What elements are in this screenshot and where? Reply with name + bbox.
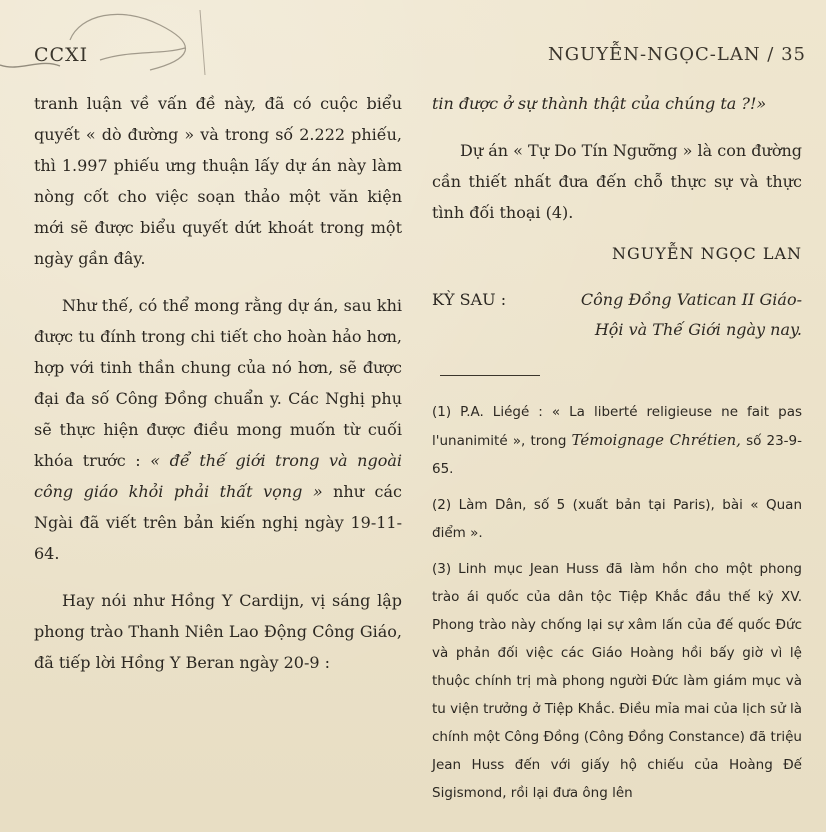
quote-end: tin được ở sự thành thật của chúng ta ?!»: [432, 94, 767, 113]
paragraph-2-quote: « để thế giới trong và ngoài công giáo khỏi phải thất vọng »: [34, 451, 403, 501]
footnote-1-title: Témoignage Chrétien,: [571, 431, 741, 449]
footnote-1: [432, 398, 802, 483]
next-issue-title: [542, 285, 802, 345]
paragraph-2-start: Như thế, có thể mong rằng dự án, sau khi được tu đính trong chi tiết cho hoàn hảo hơn, hợp với tinh thần chung của nó hơn, sẽ được đại đa số Công Đồng chuẩn y. Các Nghị phụ sẽ thực hiện được điều mong muốn từ cuối khóa trước :: [34, 296, 402, 470]
footnote-3: (3) Linh mục Jean Huss đã làm hồn cho một phong trào ái quốc của dân tộc Tiệp Khắc đầu thế kỷ XV. Phong trào này chống lại sự xâm lấn của đế quốc Đức và phản đối việc các Giáo Hoàng hồi bấy giờ vì lệ thuộc chính trị mà phong người Đức làm giám mục và tu viện trưởng ở Tiệp Khắc. Điều mỉa mai của lịch sử là chính một Công Đồng (Công Đồng Constance) đã triệu Jean Huss đến với giấy hộ chiếu của Hoàng Đế Sigismond, rồi lại đưa ông lên: [432, 561, 802, 801]
paragraph-3: Hay nói như Hồng Y Cardijn, vị sáng lập phong trào Thanh Niên Lao Động Công Giáo, đã tiếp lời Hồng Y Beran ngày 20-9 :: [34, 591, 402, 672]
footnote-1-text: (1) P.A. Liégé : « La liberté religieuse ne fait pas l'unanimité », trong: [432, 404, 802, 449]
footnote-1-end: số 23-9-65.: [432, 433, 802, 477]
next-issue-title-line2: Hội và Thế Giới ngày nay.: [594, 320, 802, 339]
paragraph-2-end: như các Ngài đã viết trên bản kiến nghị ngày 19-11-64.: [34, 482, 402, 563]
footnote-2: (2) Làm Dân, số 5 (xuất bản tại Paris), bài « Quan điểm ».: [432, 497, 802, 541]
header-left: CCXI: [34, 44, 89, 66]
author-signature: NGUYỄN NGỌC LAN: [612, 244, 802, 263]
paragraph-2: [34, 290, 402, 569]
right-column: [432, 88, 802, 815]
next-issue-label: KỲ SAU :: [432, 290, 507, 309]
footnote-divider: [440, 375, 540, 376]
next-issue-title-line1: Công Đồng Vatican II Giáo-: [580, 290, 802, 309]
next-issue: [432, 285, 802, 345]
paragraph-tu-do-tin-nguong: Dự án « Tự Do Tín Ngưỡng » là con đường cần thiết nhất đưa đến chỗ thực sự và thực tình đối thoại (4).: [432, 141, 802, 222]
paragraph-1: tranh luận về vấn đề này, đã có cuộc biểu quyết « dò đường » và trong số 2.222 phiếu, thì 1.997 phiếu ưng thuận lấy dự án này làm nòng cốt cho việc soạn thảo một văn kiện mới sẽ được biểu quyết dứt khoát trong một ngày gần đây.: [34, 94, 402, 268]
header-right: NGUYỄN-NGỌC-LAN / 35: [547, 44, 806, 65]
left-column: [34, 88, 402, 694]
